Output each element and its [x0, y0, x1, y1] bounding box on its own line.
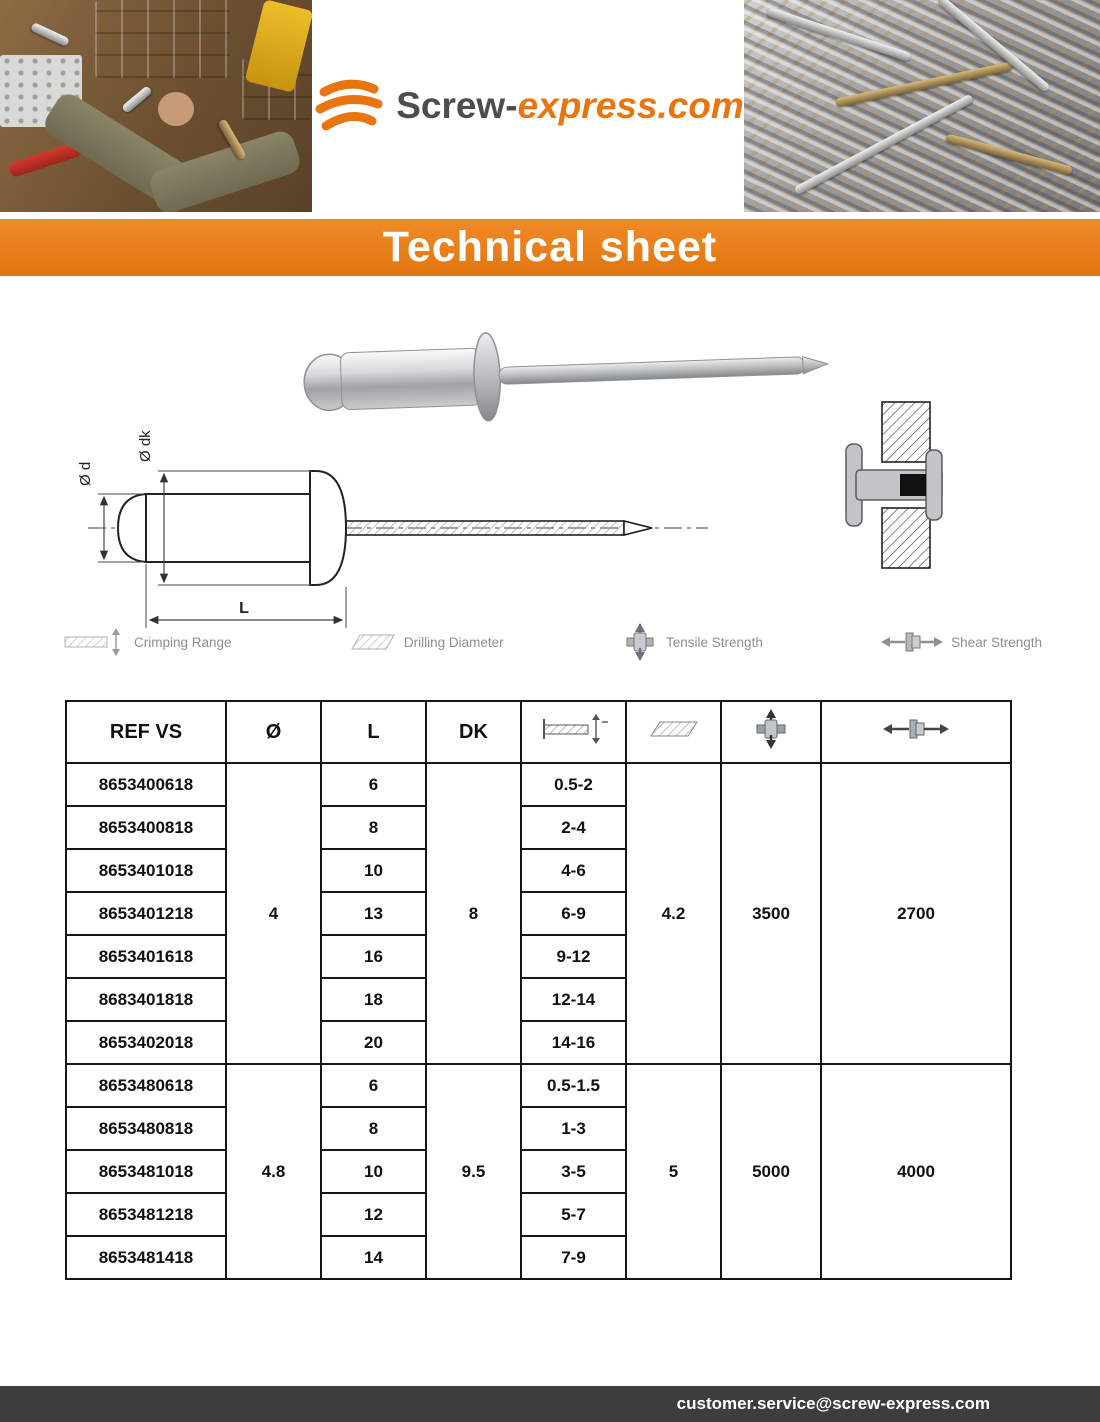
tensile-cell: 3500 — [721, 763, 821, 1064]
rivet-technical-drawing — [60, 416, 720, 651]
col-header-ref-label: REF VS — [109, 720, 183, 743]
crimp-range-cell: 6-9 — [521, 892, 626, 935]
dimension-dk-label: Ø dk — [137, 430, 154, 462]
table-row — [66, 763, 1011, 806]
ref-cell: 8653480618 — [66, 1064, 226, 1107]
legend-label: Drilling Diameter — [403, 634, 504, 650]
rivet-mandrel — [499, 357, 805, 385]
person-hand — [158, 92, 194, 126]
legend-label: Tensile Strength — [666, 634, 763, 650]
dk-cell: 8 — [426, 763, 521, 1064]
plate-top — [882, 402, 930, 462]
tensile-strength-icon — [753, 709, 789, 749]
crimp-range-cell: 0.5-2 — [521, 763, 626, 806]
crimping-range-icon — [536, 713, 612, 745]
dimension-d-label: Ø d — [77, 461, 94, 486]
diameter-cell: 4.8 — [226, 1064, 321, 1279]
col-header-diameter — [226, 701, 321, 763]
dimension-length-label: L — [239, 600, 249, 617]
mandrel-tip — [803, 356, 829, 374]
legend-tensile-strength — [622, 623, 763, 661]
ref-cell: 8653402018 — [66, 1021, 226, 1064]
legend-label: Crimping Range — [134, 634, 232, 650]
drilling-diameter-icon — [649, 720, 699, 738]
header — [0, 0, 1100, 212]
shear-strength-icon — [883, 716, 949, 742]
dk-cell: 9.5 — [426, 1064, 521, 1279]
crimping-range-icon — [62, 627, 126, 657]
drilling-cell: 4.2 — [626, 763, 721, 1064]
ref-cell: 8653401218 — [66, 892, 226, 935]
ref-cell: 8653481018 — [66, 1150, 226, 1193]
ref-cell: 8653401618 — [66, 935, 226, 978]
drilling-diameter-icon — [350, 632, 396, 652]
screws-pile-photo — [744, 0, 1100, 212]
crimp-range-cell: 12-14 — [521, 978, 626, 1021]
footer-email-link[interactable]: customer.service@screw-express.com — [676, 1394, 990, 1413]
rivet-flange — [473, 332, 502, 421]
length-cell: 10 — [321, 1150, 426, 1193]
brand-logo — [312, 0, 744, 212]
mandrel-outline — [346, 521, 624, 535]
crimp-range-cell: 14-16 — [521, 1021, 626, 1064]
crimp-range-cell: 2-4 — [521, 806, 626, 849]
plate-bottom — [882, 508, 930, 568]
legend-drilling-diameter — [350, 632, 504, 652]
length-cell: 12 — [321, 1193, 426, 1236]
tensile-strength-icon — [622, 623, 658, 661]
length-cell: 10 — [321, 849, 426, 892]
screw — [835, 61, 1013, 107]
crimp-range-cell: 7-9 — [521, 1236, 626, 1279]
ref-cell: 8653401018 — [66, 849, 226, 892]
screw — [30, 22, 70, 47]
ref-cell: 8653481418 — [66, 1236, 226, 1279]
col-header-ref — [66, 701, 226, 763]
ref-cell: 8653400818 — [66, 806, 226, 849]
mandrel-head — [900, 474, 926, 496]
col-header-dk — [426, 701, 521, 763]
brand-name-prefix: Screw- — [396, 85, 518, 126]
drilling-cell: 5 — [626, 1064, 721, 1279]
ref-cell: 8653481218 — [66, 1193, 226, 1236]
screw — [121, 85, 153, 114]
diameter-cell: 4 — [226, 763, 321, 1064]
tensile-cell: 5000 — [721, 1064, 821, 1279]
table-row — [66, 1064, 1011, 1107]
length-cell: 13 — [321, 892, 426, 935]
shear-cell: 4000 — [821, 1064, 1011, 1279]
crimp-range-cell: 1-3 — [521, 1107, 626, 1150]
workbench-photo — [0, 0, 312, 212]
page-title: Technical sheet — [382, 223, 718, 271]
legend-shear-strength — [881, 629, 1042, 655]
col-header-crimping-range — [521, 701, 626, 763]
footer-bar — [0, 1386, 1100, 1422]
length-cell: 6 — [321, 1064, 426, 1107]
col-header-tensile-strength — [721, 701, 821, 763]
spec-table — [65, 700, 1012, 1280]
crimp-range-cell: 5-7 — [521, 1193, 626, 1236]
length-cell: 14 — [321, 1236, 426, 1279]
installed-rivet-cross-section — [818, 400, 958, 570]
col-header-diameter-label: Ø — [265, 720, 282, 743]
ref-cell: 8683401818 — [66, 978, 226, 1021]
screw — [945, 133, 1073, 175]
rivet-head-outline — [118, 494, 146, 562]
length-cell: 20 — [321, 1021, 426, 1064]
col-header-dk-label: DK — [459, 720, 488, 743]
brand-name — [396, 85, 744, 127]
person-arm — [147, 128, 303, 212]
screw — [766, 7, 911, 62]
col-header-shear-strength — [821, 701, 1011, 763]
rivet-flange-outline — [310, 471, 346, 585]
length-cell: 6 — [321, 763, 426, 806]
shear-cell: 2700 — [821, 763, 1011, 1064]
brand-name-suffix: express.com — [517, 85, 744, 126]
ref-cell: 8653400618 — [66, 763, 226, 806]
length-cell: 18 — [321, 978, 426, 1021]
rivet-body — [340, 348, 482, 410]
crimp-range-cell: 9-12 — [521, 935, 626, 978]
col-header-length-label: L — [367, 720, 380, 743]
col-header-drilling-diameter — [626, 701, 721, 763]
brand-swoosh-icon — [312, 77, 384, 135]
length-cell: 8 — [321, 1107, 426, 1150]
banner — [0, 219, 1100, 276]
crimp-range-cell: 4-6 — [521, 849, 626, 892]
legend-label: Shear Strength — [951, 634, 1042, 650]
table-header-row — [66, 701, 1011, 763]
length-cell: 8 — [321, 806, 426, 849]
mandrel-tip-outline — [624, 521, 652, 535]
shear-strength-icon — [881, 629, 943, 655]
legend-row — [62, 620, 1042, 664]
screw — [794, 94, 975, 196]
crimp-range-cell: 3-5 — [521, 1150, 626, 1193]
legend-crimping-range — [62, 627, 232, 657]
length-cell: 16 — [321, 935, 426, 978]
parts-organizer-box — [95, 0, 230, 78]
rivet-body-outline — [146, 494, 310, 562]
crimp-range-cell: 0.5-1.5 — [521, 1064, 626, 1107]
col-header-length — [321, 701, 426, 763]
ref-cell: 8653480818 — [66, 1107, 226, 1150]
